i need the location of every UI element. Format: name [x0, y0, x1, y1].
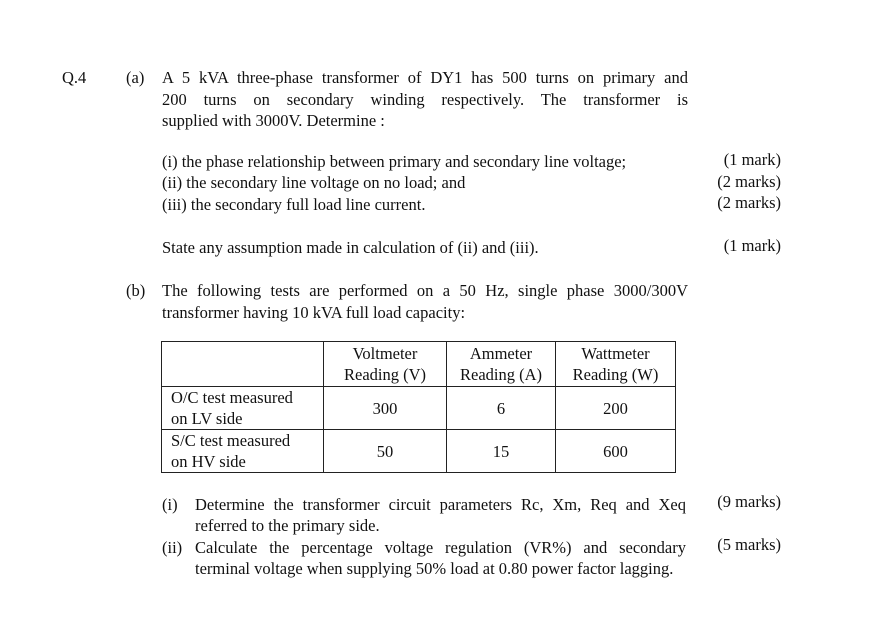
item-label: (i): [162, 152, 178, 171]
item-text: the phase relationship between primary and secondary line voltage;: [181, 152, 627, 171]
table-row: [162, 387, 676, 430]
part-a-intro-line: supplied with 3000V. Determine :: [162, 111, 385, 130]
part-b-intro: [162, 280, 688, 323]
table-cell: 300: [324, 387, 447, 430]
table-corner-cell: [162, 342, 324, 387]
question-number: Q.4: [62, 68, 87, 87]
column-header: Wattmeter Reading (W): [556, 342, 676, 387]
item-marks: (5 marks): [717, 535, 781, 554]
item-marks: (2 marks): [717, 193, 781, 212]
part-a-intro-line: A 5 kVA three-phase transformer of DY1 has 500 turns on primary and: [162, 68, 688, 87]
item-marks: (9 marks): [717, 492, 781, 511]
part-b-intro-line: The following tests are performed on a 50 Hz, single phase 3000/300V: [162, 281, 688, 300]
table-cell: 50: [324, 430, 447, 473]
row-header: S/C test measured on HV side: [162, 430, 324, 473]
table-header-row: [162, 342, 676, 387]
table-cell: 15: [447, 430, 556, 473]
part-b-item-label: (ii): [162, 538, 183, 557]
part-a-item: [162, 151, 626, 172]
part-b-item-text: Determine the transformer circuit parameters Rc, Xm, Req and Xeq referred to the primary side.: [195, 495, 686, 535]
item-text: the secondary line voltage on no load; and: [186, 173, 466, 192]
assumption-marks: (1 mark): [723, 236, 781, 255]
part-a-label: (a): [126, 68, 145, 87]
table-cell: 6: [447, 387, 556, 430]
table-cell: 600: [556, 430, 676, 473]
table-cell: 200: [556, 387, 676, 430]
part-b-item-label: (i): [162, 495, 178, 514]
part-a-item: [162, 172, 465, 193]
item-marks: (1 mark): [723, 150, 781, 169]
part-a-intro-line: 200 turns on secondary winding respectively. The transformer is: [162, 89, 688, 109]
item-label: (ii): [162, 173, 183, 192]
test-results-table: [161, 341, 676, 473]
assumption-text: State any assumption made in calculation of (ii) and (iii).: [162, 238, 539, 257]
table-row: [162, 430, 676, 473]
part-b-label: (b): [126, 281, 146, 300]
part-a-intro: [162, 67, 688, 132]
item-text: the secondary full load line current.: [190, 195, 426, 214]
column-header: Ammeter Reading (A): [447, 342, 556, 387]
item-marks: (2 marks): [717, 172, 781, 191]
part-b-item-text: Calculate the percentage voltage regulation (VR%) and secondary terminal voltage when supplying 50% load at 0.80 power factor lagging.: [195, 538, 686, 578]
part-a-item: [162, 194, 425, 215]
part-b-intro-line: transformer having 10 kVA full load capacity:: [162, 302, 466, 322]
column-header: Voltmeter Reading (V): [324, 342, 447, 387]
item-label: (iii): [162, 195, 187, 214]
row-header: O/C test measured on LV side: [162, 387, 324, 430]
